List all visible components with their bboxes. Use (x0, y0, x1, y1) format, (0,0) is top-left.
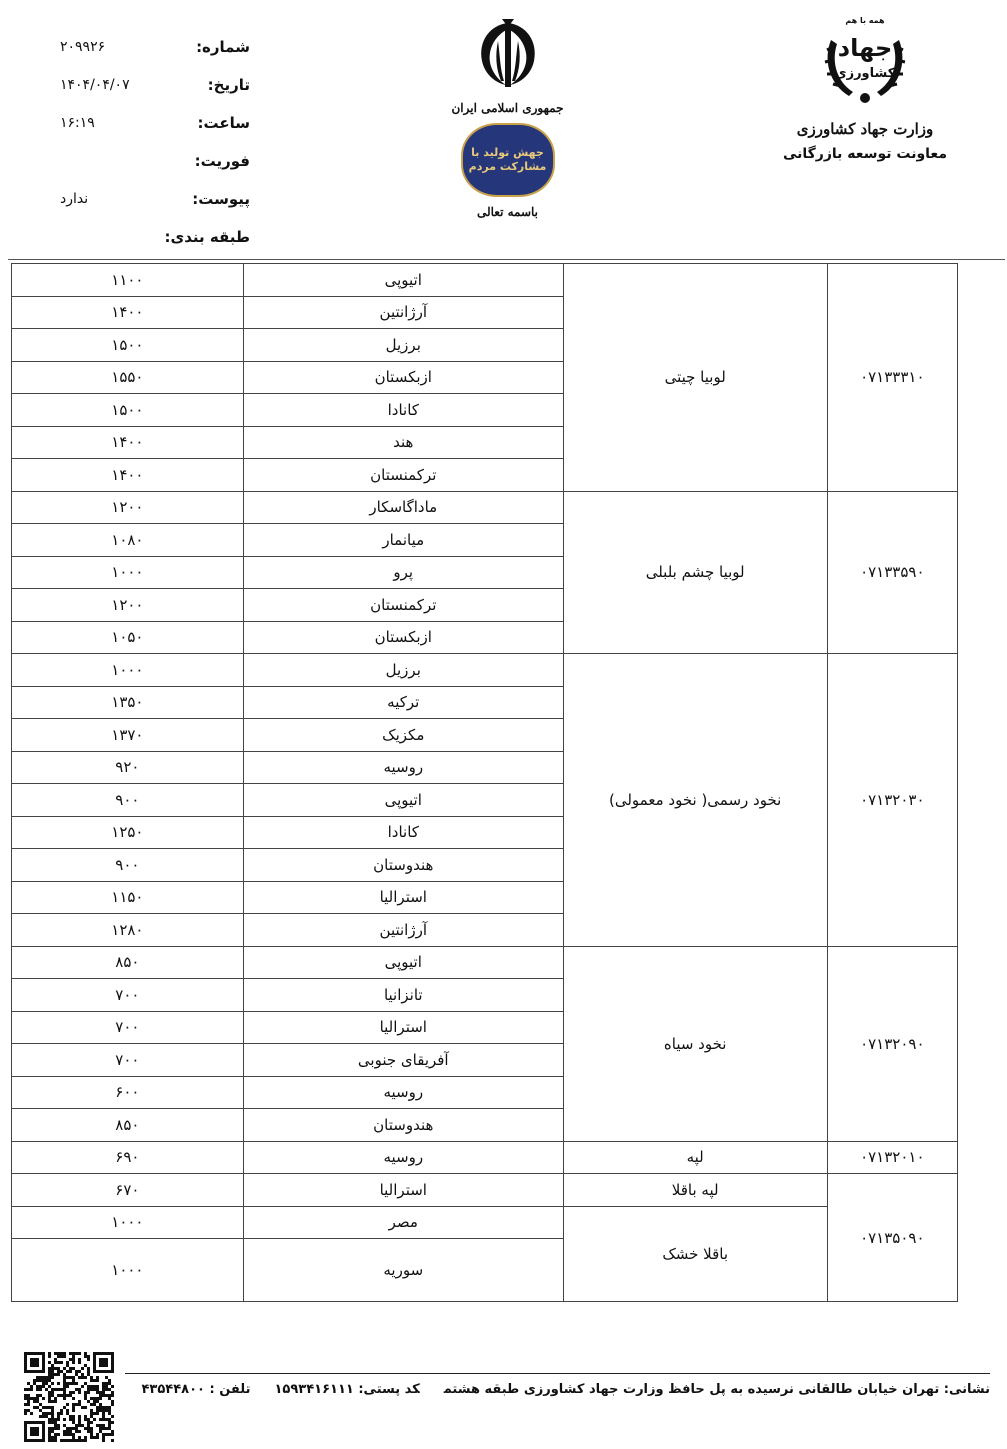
origin-country-cell: میانمار (243, 524, 563, 557)
origin-country-cell: آرژانتین (243, 914, 563, 947)
price-cell: ۱۵۰۰ (12, 394, 244, 427)
origin-country-cell: ماداگاسکار (243, 491, 563, 524)
iran-emblem-icon (468, 15, 548, 95)
origin-country-cell: آرژانتین (243, 296, 563, 329)
meta-classification: طبقه بندی: (164, 228, 250, 246)
origin-country-cell: روسیه (243, 1141, 563, 1174)
deputy-office: معاونت توسعه بازرگانی (782, 146, 947, 162)
meta-attachment: پیوست: ندارد (60, 190, 250, 208)
ministry-logo (817, 10, 913, 106)
price-cell: ۱۰۰۰ (12, 1206, 244, 1239)
logo-word-keshavarzi: کشاورزی (834, 66, 896, 81)
price-cell: ۱۴۰۰ (12, 426, 244, 459)
price-cell: ۹۰۰ (12, 784, 244, 817)
price-cell: ۱۱۵۰ (12, 881, 244, 914)
origin-country-cell: مکزیک (243, 719, 563, 752)
meta-time: ساعت: ۱۶:۱۹ (60, 114, 250, 132)
price-cell: ۸۵۰ (12, 1109, 244, 1142)
price-cell: ۶۹۰ (12, 1141, 244, 1174)
price-cell: ۱۲۸۰ (12, 914, 244, 947)
meta-urgency: فوریت: (194, 152, 250, 170)
ministry-header (770, 10, 960, 162)
price-cell: ۱۰۵۰ (12, 621, 244, 654)
price-cell: ۷۰۰ (12, 1044, 244, 1077)
origin-country-cell: استرالیا (243, 1011, 563, 1044)
footer-contact (141, 1382, 990, 1397)
import-price-table (11, 263, 958, 1302)
tariff-code-cell: ۰۷۱۳۳۵۹۰ (827, 491, 957, 654)
price-cell: ۷۰۰ (12, 1011, 244, 1044)
price-table-body (12, 264, 958, 1302)
tariff-code-cell: ۰۷۱۳۲۰۱۰ (827, 1141, 957, 1174)
origin-country-cell: روسیه (243, 751, 563, 784)
origin-country-cell: ازبکستان (243, 621, 563, 654)
price-cell: ۱۵۵۰ (12, 361, 244, 394)
origin-country-cell: سوریه (243, 1239, 563, 1302)
origin-country-cell: کانادا (243, 394, 563, 427)
origin-country-cell: ترکمنستان (243, 459, 563, 492)
price-cell: ۱۴۰۰ (12, 459, 244, 492)
footer-divider (125, 1373, 990, 1374)
product-name-cell: لپه (563, 1141, 827, 1174)
price-cell: ۱۰۸۰ (12, 524, 244, 557)
table-row (12, 946, 958, 979)
product-name-cell: لوبیا چشم بلبلی (563, 491, 827, 654)
table-row (12, 491, 958, 524)
product-name-cell: باقلا خشک (563, 1206, 827, 1302)
footer-postal-code: کد پستی: ۱۵۹۳۴۱۶۱۱۱ (274, 1382, 420, 1397)
price-cell: ۱۴۰۰ (12, 296, 244, 329)
origin-country-cell: آفریقای جنوبی (243, 1044, 563, 1077)
tariff-code-cell: ۰۷۱۳۲۰۹۰ (827, 946, 957, 1141)
origin-country-cell: مصر (243, 1206, 563, 1239)
country-name: جمهوری اسلامی ایران (451, 101, 564, 115)
origin-country-cell: پرو (243, 556, 563, 589)
origin-country-cell: برزیل (243, 654, 563, 687)
ministry-name: وزارت جهاد کشاورزی (796, 120, 934, 138)
header-divider (8, 259, 1005, 260)
origin-country-cell: تانزانیا (243, 979, 563, 1012)
origin-country-cell: اتیوپی (243, 946, 563, 979)
national-emblem (450, 15, 565, 219)
price-cell: ۱۰۰۰ (12, 1239, 244, 1302)
tariff-code-cell: ۰۷۱۳۵۰۹۰ (827, 1174, 957, 1302)
price-cell: ۱۱۰۰ (12, 264, 244, 297)
origin-country-cell: ازبکستان (243, 361, 563, 394)
origin-country-cell: استرالیا (243, 881, 563, 914)
tariff-code-cell: ۰۷۱۳۲۰۳۰ (827, 654, 957, 947)
product-name-cell: لپه باقلا (563, 1174, 827, 1207)
footer-phone: تلفن : ۴۳۵۴۴۸۰۰ (141, 1382, 251, 1397)
tariff-code-cell: ۰۷۱۳۳۳۱۰ (827, 264, 957, 492)
origin-country-cell: هند (243, 426, 563, 459)
product-name-cell: نخود رسمی( نخود معمولی) (563, 654, 827, 947)
table-row (12, 264, 958, 297)
ministry-tagline: همه با هم (845, 16, 885, 25)
price-cell: ۱۳۵۰ (12, 686, 244, 719)
table-row (12, 1174, 958, 1207)
origin-country-cell: هندوستان (243, 1109, 563, 1142)
origin-country-cell: روسیه (243, 1076, 563, 1109)
meta-date: تاریخ: ۱۴۰۴/۰۴/۰۷ (60, 76, 250, 94)
bismihi-motto: باسمه تعالی (476, 205, 539, 219)
table-row (12, 1206, 958, 1239)
production-slogan-badge: جهش تولید با مشارکت مردم (461, 123, 555, 197)
origin-country-cell: اتیوپی (243, 784, 563, 817)
price-cell: ۹۰۰ (12, 849, 244, 882)
origin-country-cell: ترکمنستان (243, 589, 563, 622)
price-cell: ۶۰۰ (12, 1076, 244, 1109)
qr-code-icon (24, 1352, 114, 1442)
price-cell: ۱۲۵۰ (12, 816, 244, 849)
table-row (12, 1141, 958, 1174)
letter-meta (60, 28, 250, 256)
price-cell: ۱۳۷۰ (12, 719, 244, 752)
table-row (12, 654, 958, 687)
price-cell: ۶۷۰ (12, 1174, 244, 1207)
origin-country-cell: ترکیه (243, 686, 563, 719)
product-name-cell: لوبیا چیتی (563, 264, 827, 492)
price-cell: ۹۲۰ (12, 751, 244, 784)
product-name-cell: نخود سیاه (563, 946, 827, 1141)
meta-number: شماره: ۲۰۹۹۲۶ (60, 38, 250, 56)
origin-country-cell: هندوستان (243, 849, 563, 882)
price-cell: ۱۵۰۰ (12, 329, 244, 362)
origin-country-cell: کانادا (243, 816, 563, 849)
price-cell: ۱۰۰۰ (12, 654, 244, 687)
price-cell: ۸۵۰ (12, 946, 244, 979)
price-cell: ۷۰۰ (12, 979, 244, 1012)
origin-country-cell: اتیوپی (243, 264, 563, 297)
price-cell: ۱۲۰۰ (12, 589, 244, 622)
logo-word-jihad: جهاد (837, 34, 893, 62)
origin-country-cell: استرالیا (243, 1174, 563, 1207)
origin-country-cell: برزیل (243, 329, 563, 362)
price-cell: ۱۲۰۰ (12, 491, 244, 524)
price-cell: ۱۰۰۰ (12, 556, 244, 589)
footer-address: نشانی: تهران خیابان طالقانی نرسیده به پل حافظ وزارت جهاد کشاورزی طبقه هشتم (443, 1382, 990, 1397)
